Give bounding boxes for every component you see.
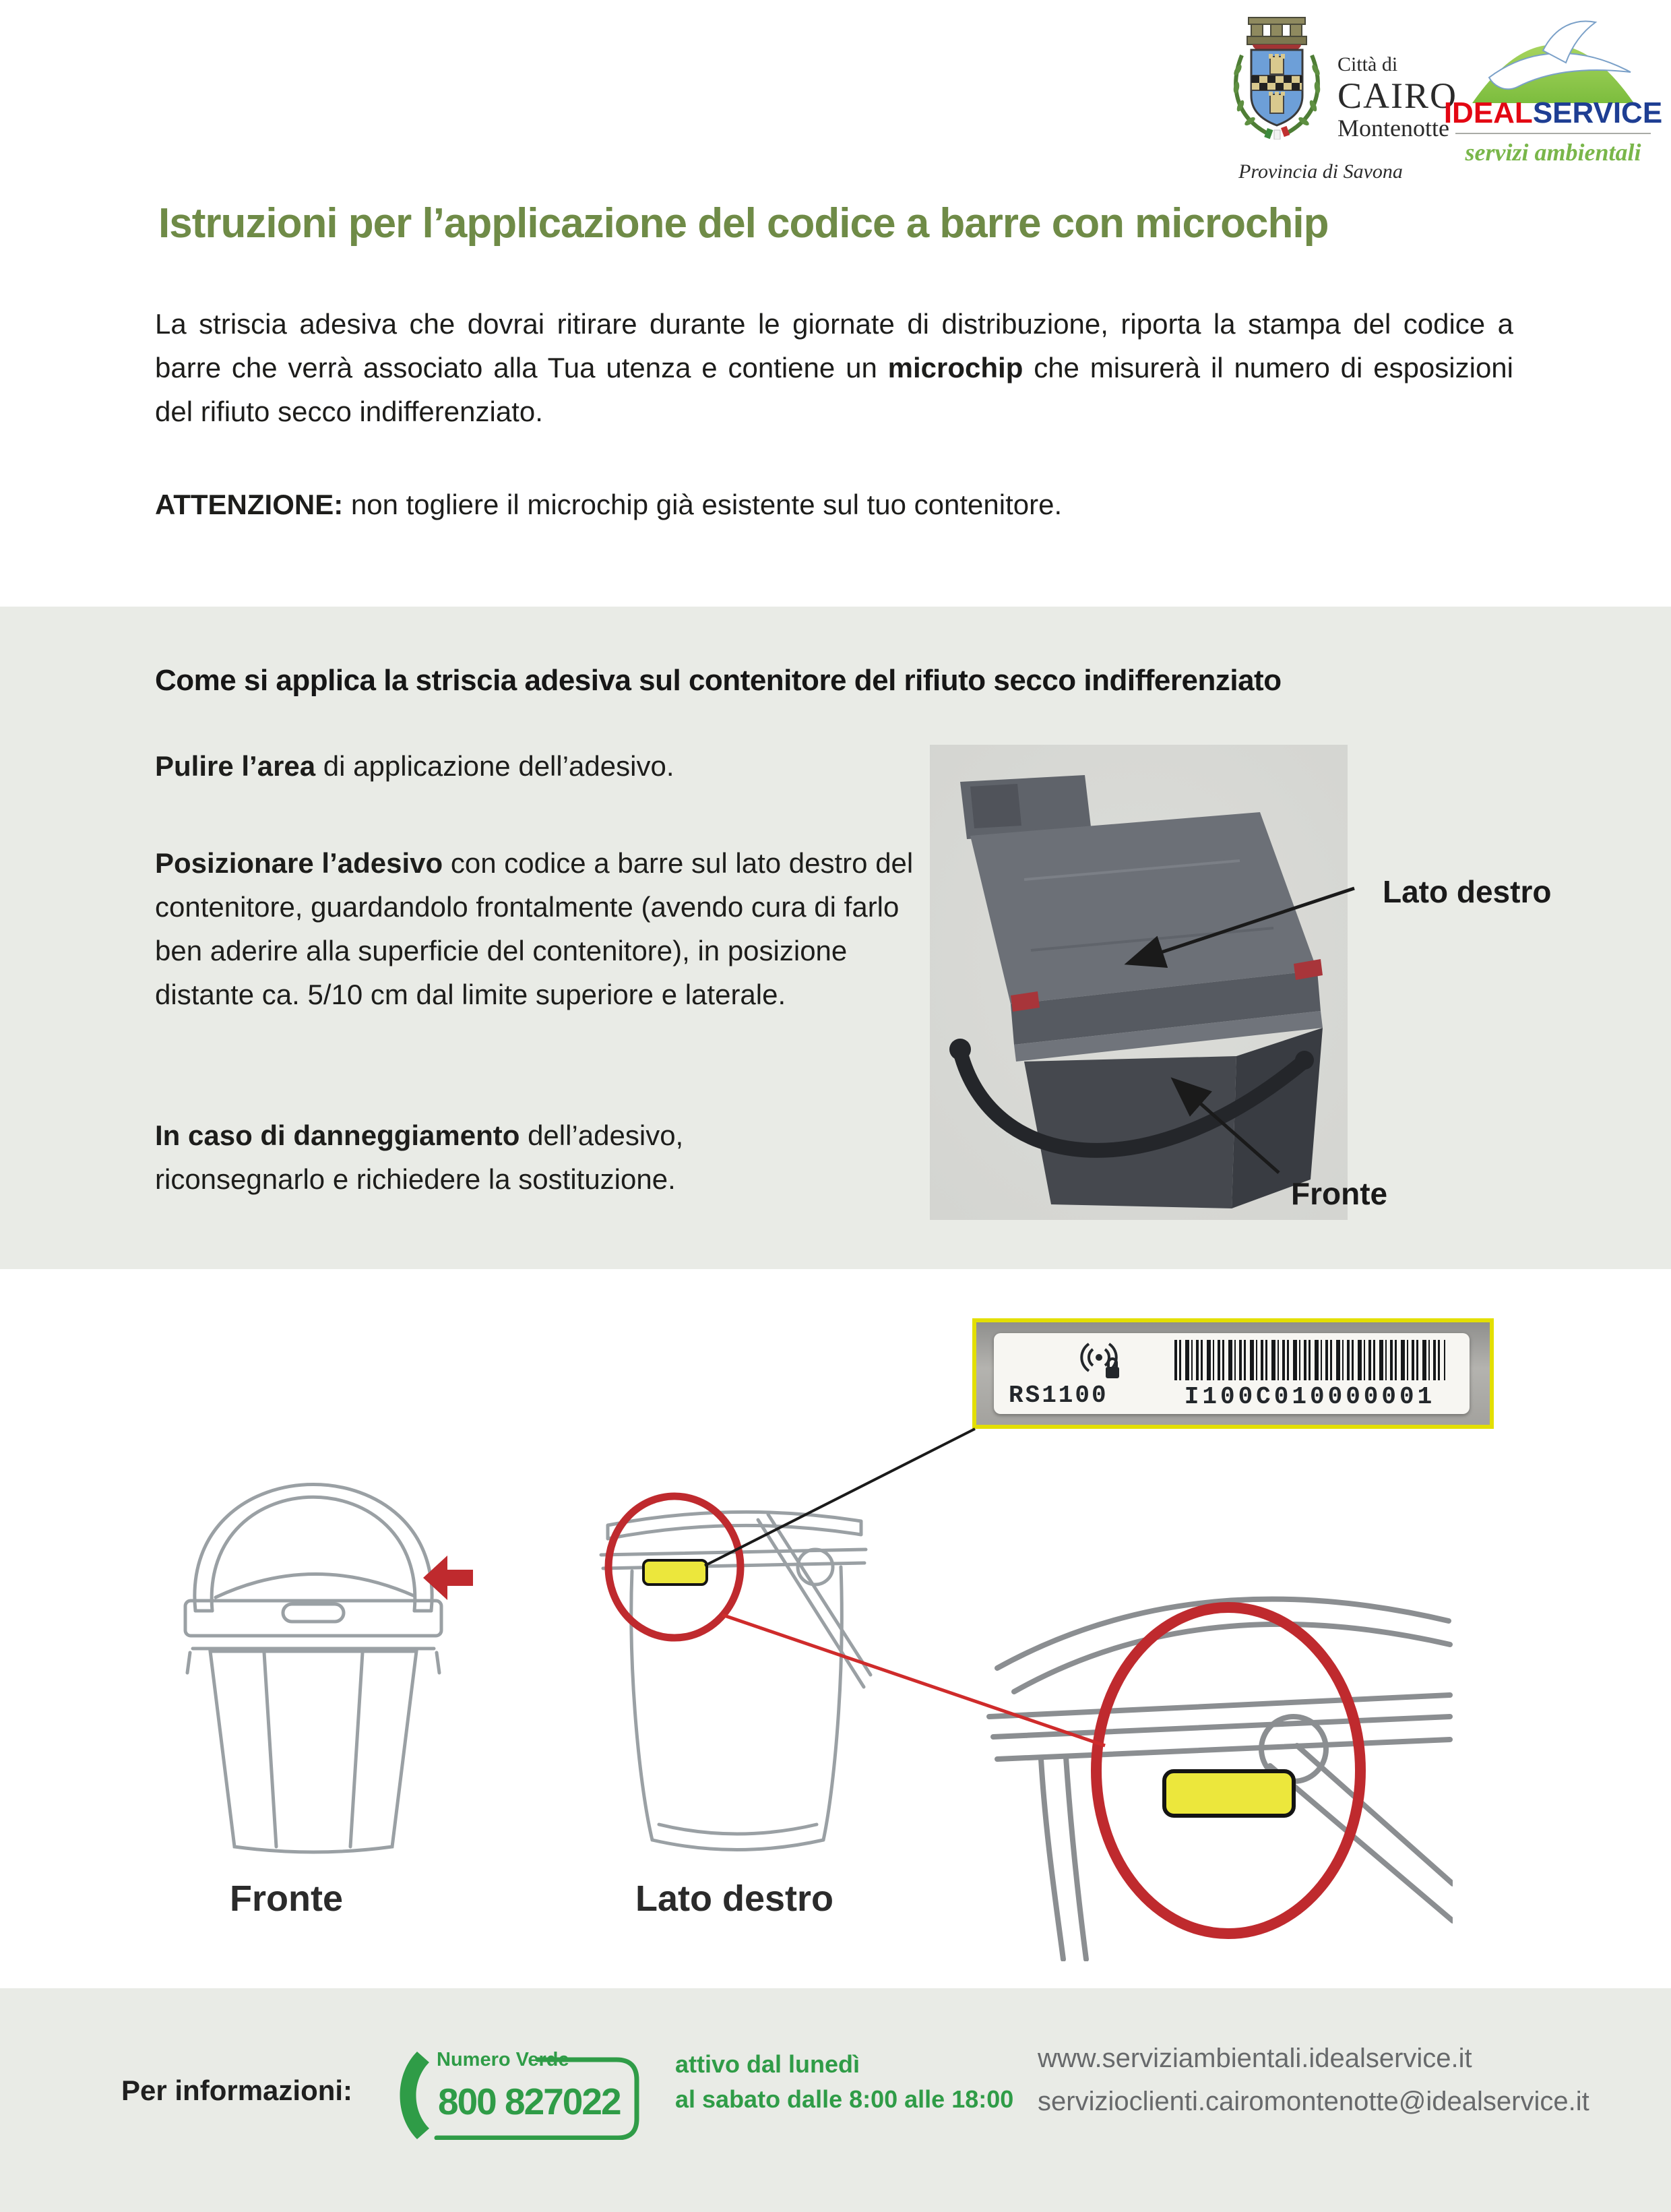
ideal-text: IDEAL [1443, 96, 1533, 129]
photo-annotation-arrows [910, 741, 1671, 1254]
footer-website: www.serviziambientali.idealservice.it [1038, 2044, 1472, 2073]
photo-label-fronte: Fronte [1291, 1176, 1388, 1211]
logo-divider [1455, 133, 1651, 134]
provincia-text: Provincia di Savona [1238, 160, 1403, 183]
warning-rest: non togliere il microchip già esistente sul tuo contenitore. [343, 489, 1063, 520]
hours-line1: attivo dal lunedì [675, 2050, 860, 2078]
intro-text-before: La striscia adesiva che dovrai ritirare durante le giornate di distribuzione, riporta la stampa del codice a barre che verrà associato alla Tua utenza e contiene un [155, 308, 1513, 383]
fronte-arrow [1176, 1082, 1279, 1173]
cairo-logo [1223, 8, 1331, 140]
phone-number: 800 827022 [438, 2081, 621, 2122]
intro-text-after: che misurerà il numero di esposizioni del rifiuto secco indifferenziato. [155, 352, 1513, 427]
footer-email: servizioclienti.cairomontenotte@idealservice.it [1038, 2087, 1589, 2116]
warning-line [155, 483, 1513, 526]
photo-label-lato-destro: Lato destro [1383, 874, 1552, 909]
cairo-text: CAIRO [1337, 75, 1458, 116]
idealservice-bird-hill-icon [1442, 10, 1664, 104]
sticker-code-right: I100C010000001 [1184, 1383, 1436, 1411]
drawing-label-lato-destro: Lato destro [635, 1878, 834, 1919]
section-heading: Come si applica la striscia adesiva sul contenitore del rifiuto secco indifferenziato [155, 664, 1282, 697]
step-position-rest: con codice a barre sul lato destro del contenitore, guardandolo frontalmente (avendo cura di farlo ben aderire alla superficie del contenitore), in posizione distante ca. 5/10 cm dal limite superiore e laterale. [155, 847, 914, 1010]
step-position [155, 841, 940, 1016]
citta-di-text: Città di [1337, 53, 1398, 75]
step-clean-rest: di applicazione dell’adesivo. [315, 750, 674, 782]
intro-text-bold: microchip [887, 352, 1023, 383]
sticker-code-left: RS1100 [1009, 1382, 1108, 1409]
service-text: SERVICE [1532, 96, 1663, 129]
idealservice-tagline: servizi ambientali [1465, 139, 1641, 166]
black-connector-line [705, 1429, 975, 1566]
montenotte-text: Montenotte [1337, 115, 1449, 142]
idealservice-logo [1442, 10, 1664, 179]
idealservice-wordmark [1442, 96, 1664, 130]
step-clean [155, 744, 964, 788]
step-clean-bold: Pulire l’area [155, 750, 316, 782]
drawing-label-fronte: Fronte [230, 1878, 343, 1919]
step-damage [155, 1113, 829, 1201]
intro-paragraph [155, 302, 1513, 433]
warning-bold: ATTENZIONE: [155, 489, 344, 520]
red-connector-line [722, 1615, 1105, 1746]
numero-verde-label: Numero Verde [437, 2049, 569, 2070]
footer-info-label: Per informazioni: [121, 2075, 353, 2106]
step-damage-rest: dell’adesivo, riconsegnarlo e richiedere la sostituzione. [155, 1119, 684, 1195]
step-position-bold: Posizionare l’adesivo [155, 847, 443, 879]
page-title: Istruzioni per l’applicazione del codice a barre con microchip [158, 200, 1329, 247]
step-damage-bold: In caso di danneggiamento [155, 1119, 520, 1151]
cairo-coat-of-arms-icon [1223, 8, 1331, 140]
lato-destro-arrow [1131, 888, 1354, 962]
hours-line2: al sabato dalle 8:00 alle 18:00 [675, 2085, 1014, 2113]
cairo-logo-text [1337, 54, 1457, 142]
